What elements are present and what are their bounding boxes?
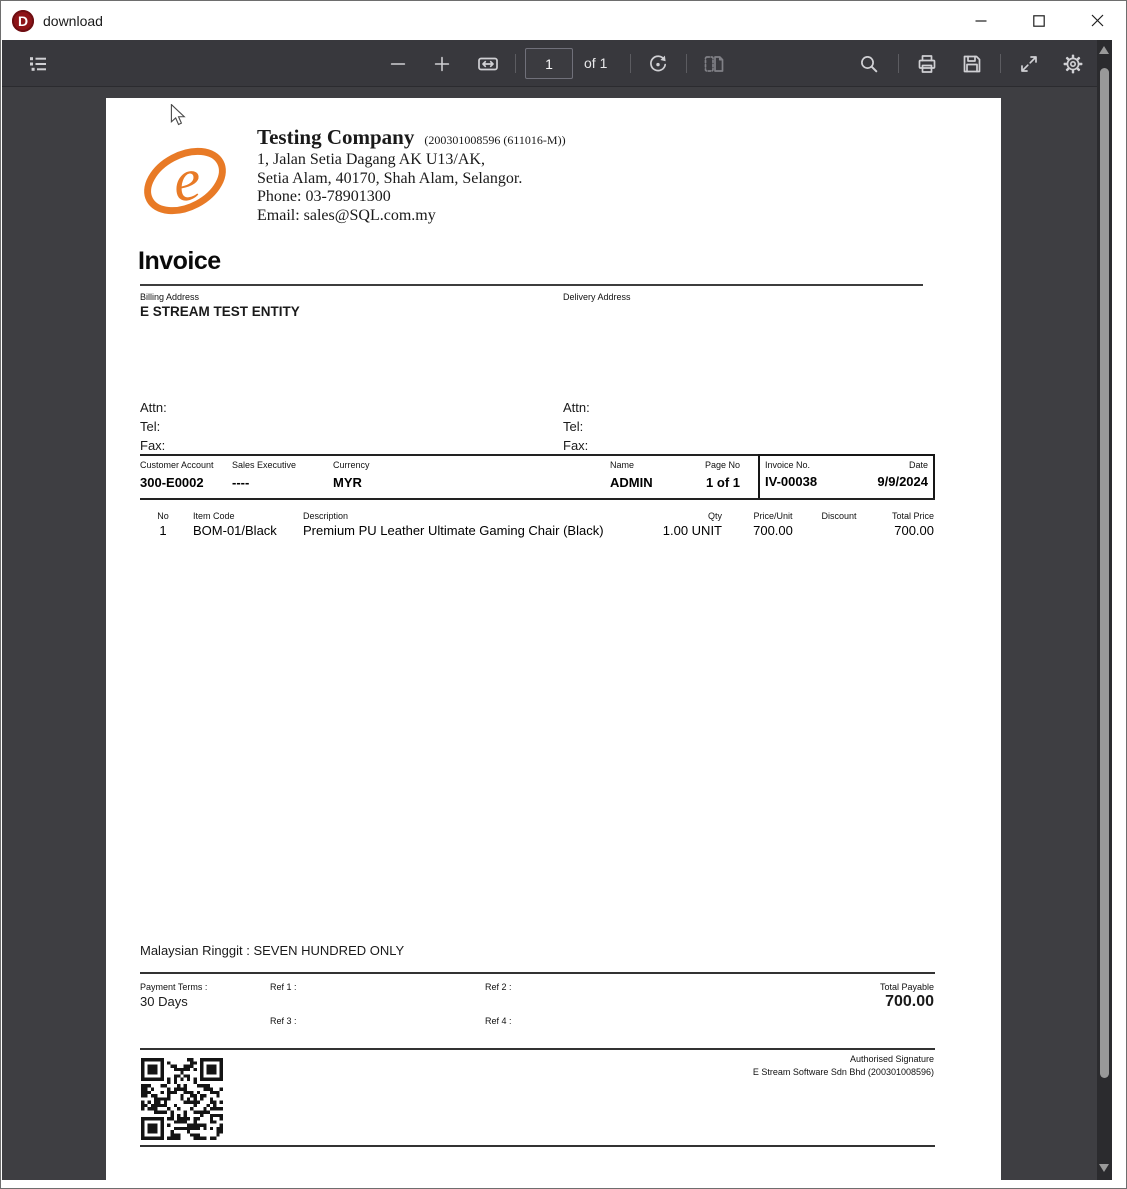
fit-width-icon — [476, 52, 500, 76]
toolbar-separator — [515, 54, 516, 73]
company-header — [257, 125, 566, 150]
header-qty: Qty — [707, 511, 722, 521]
footer-divider-bottom — [140, 1145, 935, 1147]
maximize-button[interactable] — [1010, 1, 1068, 40]
page-no-value: 1 of 1 — [706, 475, 740, 490]
print-button[interactable] — [911, 48, 942, 79]
cell-no: 1 — [159, 523, 167, 538]
zoom-out-button[interactable] — [382, 48, 413, 79]
zoom-in-icon — [431, 53, 453, 75]
titlebar — [1, 1, 1126, 40]
sidebar-toggle-icon — [26, 52, 50, 76]
billing-entity-name: E STREAM TEST ENTITY — [140, 304, 300, 319]
header-discount: Discount — [821, 511, 857, 521]
zoom-in-button[interactable] — [426, 48, 457, 79]
scroll-down-arrow-icon[interactable] — [1099, 1164, 1109, 1172]
scrollbar-thumb[interactable] — [1100, 68, 1109, 1078]
rotate-icon — [646, 52, 670, 76]
toolbar-separator — [630, 54, 631, 73]
customer-account-value: 300-E0002 — [140, 475, 204, 490]
cell-qty: 1.00 UNIT — [662, 523, 722, 538]
two-page-view-icon — [702, 52, 726, 76]
toolbar-separator — [898, 54, 899, 73]
header-price-unit: Price/Unit — [753, 511, 793, 521]
customer-account-label: Customer Account — [140, 460, 214, 470]
rotate-button[interactable] — [642, 48, 673, 79]
delivery-attn-label: Attn: — [563, 400, 590, 415]
billing-address-label: Billing Address — [140, 292, 200, 302]
svg-text:e: e — [170, 145, 204, 215]
company-registration-number: (200301008596 (611016-M)) — [424, 133, 566, 147]
fullscreen-icon — [1017, 52, 1041, 76]
billing-contact-block — [140, 398, 167, 455]
invoice-number-box — [758, 454, 935, 500]
document-title: Invoice — [138, 247, 221, 275]
pdf-viewer-area[interactable] — [2, 87, 1097, 1180]
header-no: No — [157, 511, 169, 521]
ref3-label: Ref 3 : — [270, 1016, 297, 1026]
scroll-up-arrow-icon[interactable] — [1099, 46, 1109, 54]
ref1-label: Ref 1 : — [270, 982, 297, 992]
header-item-code: Item Code — [193, 511, 235, 521]
company-address-line1: 1, Jalan Setia Dagang AK U13/AK, — [257, 151, 485, 168]
gear-icon — [1061, 52, 1085, 76]
page-no-label: Page No — [704, 460, 740, 470]
company-email: Email: sales@SQL.com.my — [257, 206, 436, 224]
invoice-page — [106, 98, 1001, 1180]
minimize-button[interactable] — [952, 1, 1010, 40]
close-button[interactable] — [1068, 1, 1126, 40]
print-icon — [915, 52, 939, 76]
zoom-out-icon — [387, 53, 409, 75]
sales-executive-value: ---- — [232, 475, 250, 490]
invoice-no-value: IV-00038 — [765, 474, 818, 489]
name-value: ADMIN — [610, 475, 653, 490]
cell-price-unit: 700.00 — [753, 523, 793, 538]
footer-divider-top — [140, 972, 935, 974]
authorised-signature-label: Authorised Signature — [849, 1054, 934, 1064]
ref2-label: Ref 2 : — [485, 982, 512, 992]
date-label: Date — [908, 460, 928, 470]
delivery-tel-label: Tel: — [563, 419, 584, 434]
save-icon — [960, 52, 984, 76]
currency-label: Currency — [333, 460, 370, 470]
header-total-price: Total Price — [891, 511, 934, 521]
toolbar-separator — [686, 54, 687, 73]
delivery-contact-block — [563, 398, 590, 455]
search-button[interactable] — [853, 48, 884, 79]
company-address-line2: Setia Alam, 40170, Shah Alam, Selangor. — [257, 169, 523, 187]
billing-attn-label: Attn: — [140, 400, 167, 415]
name-label: Name — [610, 460, 635, 470]
title-divider — [140, 284, 923, 286]
page-number-input[interactable] — [525, 48, 573, 79]
cell-total-price: 700.00 — [894, 523, 934, 538]
app-icon-letter: D — [17, 12, 29, 29]
info-band-bottom-border — [140, 498, 935, 500]
settings-button[interactable] — [1057, 48, 1088, 79]
window-controls — [952, 1, 1126, 40]
fullscreen-button[interactable] — [1013, 48, 1044, 79]
date-value: 9/9/2024 — [877, 474, 928, 489]
save-button[interactable] — [956, 48, 987, 79]
company-name: Testing Company — [257, 125, 415, 149]
amount-in-words: Malaysian Ringgit : SEVEN HUNDRED ONLY — [140, 943, 405, 958]
invoice-no-label: Invoice No. — [765, 460, 811, 470]
toolbar-separator — [1000, 54, 1001, 73]
sales-executive-label: Sales Executive — [232, 460, 297, 470]
qr-code — [141, 1058, 223, 1140]
vertical-scrollbar[interactable] — [1097, 40, 1112, 1180]
cell-item-code: BOM-01/Black — [193, 523, 277, 538]
window-title: download — [43, 12, 103, 29]
billing-tel-label: Tel: — [140, 419, 161, 434]
fit-width-button[interactable] — [472, 48, 503, 79]
payment-terms-label: Payment Terms : — [140, 982, 208, 992]
delivery-fax-label: Fax: — [563, 438, 589, 453]
close-icon — [1091, 14, 1104, 27]
total-payable-value: 700.00 — [885, 993, 934, 1010]
delivery-address-label: Delivery Address — [563, 292, 631, 302]
page-count-label: of 1 — [584, 55, 608, 71]
signature-company-line: E Stream Software Sdn Bhd (200301008596) — [752, 1067, 934, 1077]
company-address — [257, 151, 522, 225]
total-payable-label: Total Payable — [879, 982, 934, 992]
header-description: Description — [303, 511, 349, 521]
payment-terms-value: 30 Days — [140, 994, 188, 1009]
company-phone: Phone: 03-78901300 — [257, 188, 391, 205]
cell-description: Premium PU Leather Ultimate Gaming Chair (Black) — [303, 523, 604, 538]
search-icon — [857, 52, 881, 76]
minimize-icon — [975, 15, 987, 27]
two-page-view-button[interactable] — [698, 48, 729, 79]
maximize-icon — [1033, 15, 1045, 27]
billing-fax-label: Fax: — [140, 438, 166, 453]
sidebar-toggle-button[interactable] — [22, 48, 53, 79]
currency-value: MYR — [333, 475, 362, 490]
pdf-toolbar — [2, 40, 1097, 87]
company-logo — [141, 134, 229, 227]
app-icon — [12, 10, 34, 32]
ref4-label: Ref 4 : — [485, 1016, 512, 1026]
footer-divider-middle — [140, 1048, 935, 1050]
